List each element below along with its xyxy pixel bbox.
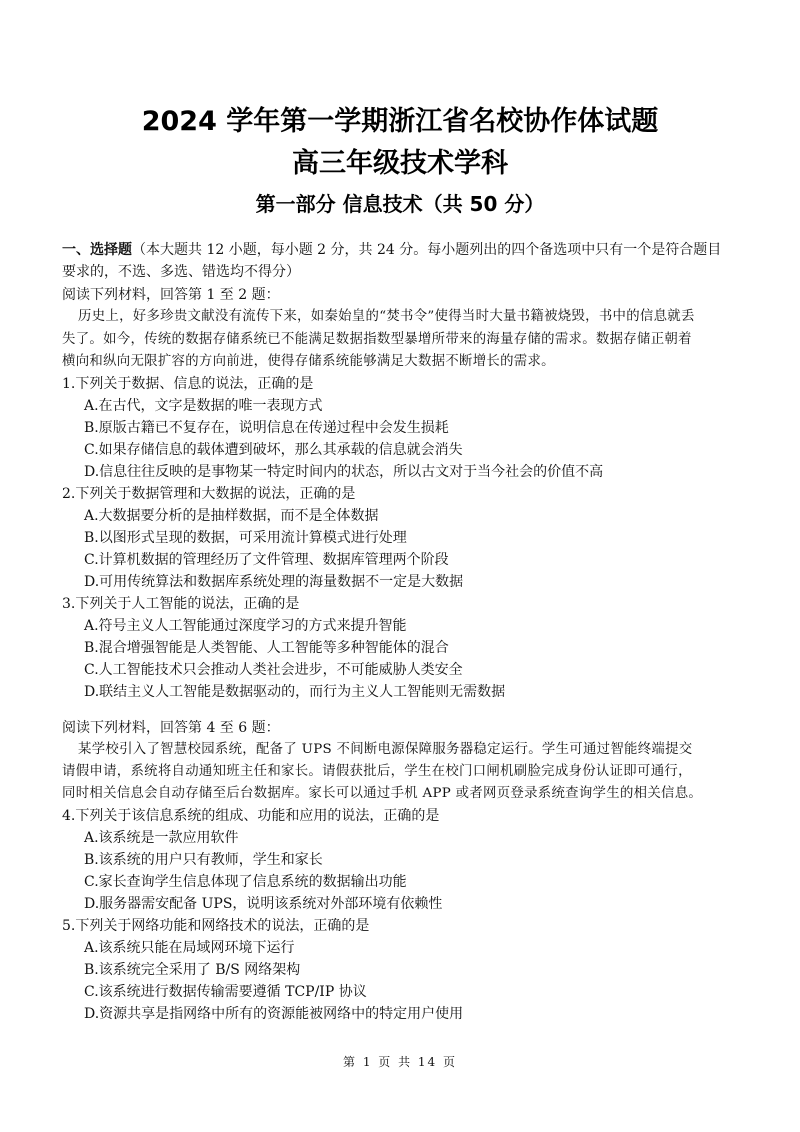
part-heading-text: （本大题共 12 小题，每小题 2 分，共 24 分。每小题列出的四个备选项中只有一个是符合题目 (132, 242, 722, 258)
reading-material-line: 某学校引入了智慧校园系统，配备了 UPS 不间断电源保障服务器稳定运行。学生可通过智能终端提交 (78, 742, 693, 757)
question-stem: 4.下列关于该信息系统的组成、功能和应用的说法，正确的是 (62, 808, 440, 824)
reading-material-line: 同时相关信息会自动存储至后台数据库。家长可以通过手机 APP 或者网页登录系统查询学生的相关信息。 (62, 786, 703, 801)
question-option: D.可用传统算法和数据库系统处理的海量数据不一定是大数据 (84, 574, 464, 590)
question-stem: 1.下列关于数据、信息的说法，正确的是 (62, 376, 314, 392)
question-option: A.符号主义人工智能通过深度学习的方式来提升智能 (84, 618, 407, 634)
question-stem: 5.下列关于网络功能和网络技术的说法，正确的是 (62, 918, 370, 934)
question-option: C.家长查询学生信息体现了信息系统的数据输出功能 (84, 874, 407, 890)
part-heading-continued: 要求的，不选、多选、错选均不得分） (62, 264, 300, 280)
question-option: A.在古代，文字是数据的唯一表现方式 (84, 398, 323, 414)
page-number: 第 1 页 共 14 页 (343, 1055, 457, 1069)
question-option: B.该系统完全采用了 B/S 网络架构 (84, 962, 301, 978)
page-title: 2024 学年第一学期浙江省名校协作体试题 (141, 106, 659, 137)
question-option: C.计算机数据的管理经历了文件管理、数据库管理两个阶段 (84, 552, 449, 568)
reading-material-line: 请假申请，系统将自动通知班主任和家长。请假获批后，学生在校门口闸机刷脸完成身份认证即可通行， (62, 764, 692, 779)
reading-material-line: 失了。如今，传统的数据存储系统已不能满足数据指数型暴增所带来的海量存储的需求。数据存储正朝着 (62, 332, 692, 347)
question-option: B.该系统的用户只有教师，学生和家长 (84, 852, 323, 868)
question-option: B.以图形式呈现的数据，可采用流计算模式进行处理 (84, 530, 407, 546)
question-option: D.资源共享是指网络中所有的资源能被网络中的特定用户使用 (84, 1006, 464, 1022)
reading-material-line: 历史上，好多珍贵文献没有流传下来，如秦始皇的“焚书令”使得当时大量书籍被烧毁，书中的信息就丢 (78, 309, 695, 324)
question-option: A.该系统只能在局域网环境下运行 (84, 940, 295, 956)
question-option: D.联结主义人工智能是数据驱动的，而行为主义人工智能则无需数据 (84, 684, 506, 700)
part-heading (62, 240, 752, 260)
question-option: D.服务器需安配备 UPS，说明该系统对外部环境有依赖性 (84, 896, 443, 912)
page-subtitle: 高三年级技术学科 (292, 148, 508, 179)
question-stem: 3.下列关于人工智能的说法，正确的是 (62, 596, 300, 612)
question-option: B.原版古籍已不复存在，说明信息在传递过程中会发生损耗 (84, 420, 449, 436)
question-option: C.如果存储信息的载体遭到破坏，那么其承载的信息就会消失 (84, 442, 463, 458)
question-option: C.人工智能技术只会推动人类社会进步，不可能威胁人类安全 (84, 662, 463, 678)
reading-intro: 阅读下列材料，回答第 1 至 2 题： (62, 287, 280, 303)
question-stem: 2.下列关于数据管理和大数据的说法，正确的是 (62, 486, 356, 502)
question-option: A.大数据要分析的是抽样数据，而不是全体数据 (84, 508, 379, 524)
section-title: 第一部分 信息技术（共 50 分） (255, 192, 545, 216)
question-option: A.该系统是一款应用软件 (84, 830, 239, 846)
question-option: C.该系统进行数据传输需要遵循 TCP/IP 协议 (84, 984, 367, 1000)
question-option: D.信息往往反映的是事物某一特定时间内的状态，所以古文对于当今社会的价值不高 (84, 464, 604, 480)
part-heading-label: 一、选择题 (62, 242, 132, 258)
question-option: B.混合增强智能是人类智能、人工智能等多种智能体的混合 (84, 640, 449, 656)
reading-material-line: 横向和纵向无限扩容的方向前进，使得存储系统能够满足大数据不断增长的需求。 (62, 354, 555, 369)
reading-intro: 阅读下列材料，回答第 4 至 6 题： (62, 720, 280, 736)
